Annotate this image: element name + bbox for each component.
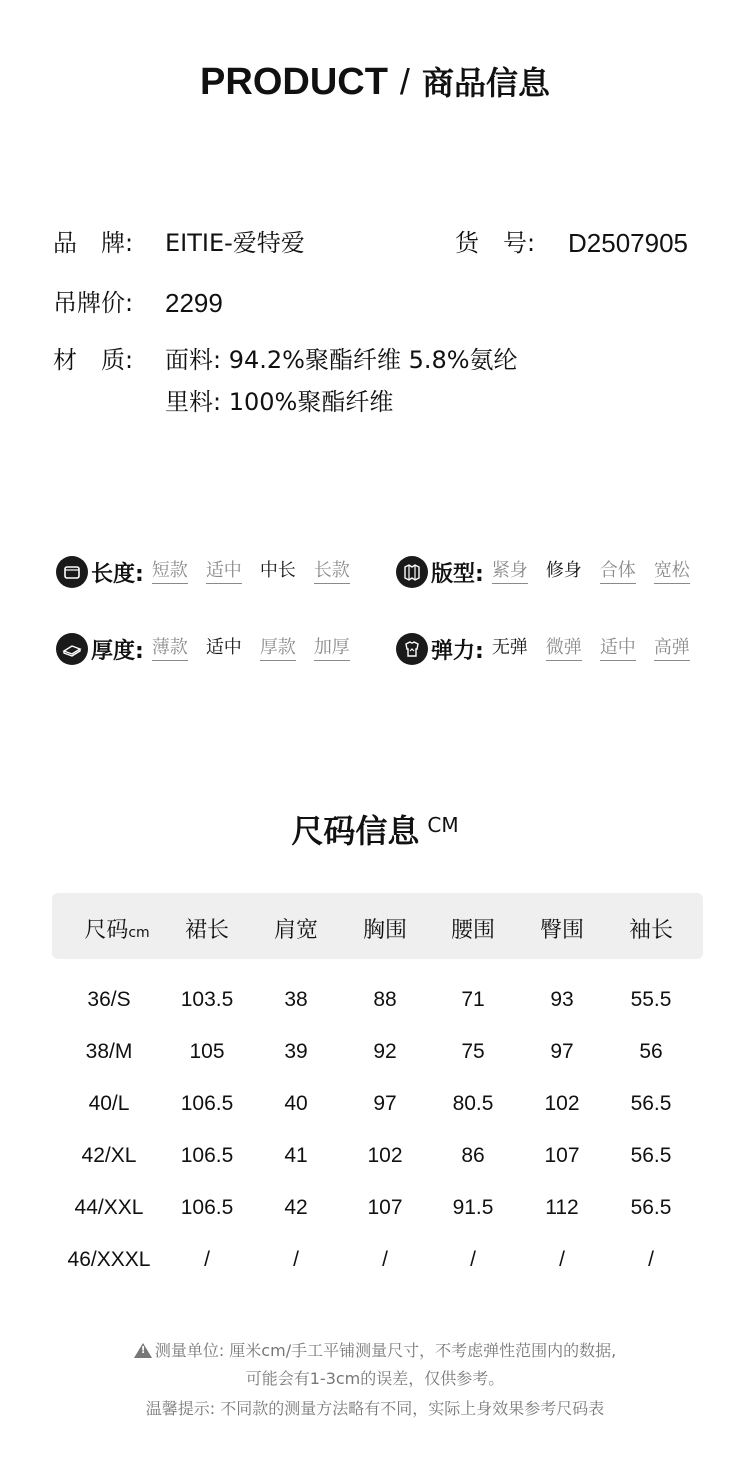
value-cell: 102 [367,1144,403,1167]
value-cell: / [293,1248,299,1271]
attr-fit [396,552,690,592]
brand-row [53,228,305,258]
material-row [53,345,518,416]
value-cell: 56.5 [630,1092,672,1115]
header-cell: 袖长 [628,918,673,943]
value-cell: 55.5 [630,988,672,1011]
value-cell: / [470,1248,476,1271]
note-line-2: 可能会有1-3cm的误差，仅供参考。 [245,1369,505,1388]
value-cell: 106.5 [180,1144,234,1167]
attr-length-label: 长度: [91,561,144,587]
header-size-label: 尺码 [84,918,129,943]
fit-option: 宽松 [654,560,690,584]
header-cell: 腰围 [450,918,495,943]
title-separator: / [399,61,410,102]
value-cell: / [559,1248,565,1271]
note-line-3: 温馨提示: 不同款的测量方法略有不同，实际上身效果参考尺码表 [145,1399,605,1418]
elasticity-icon [396,633,428,665]
value-cell: / [204,1248,210,1271]
value-cell: / [648,1248,654,1271]
value-cell: 42 [284,1196,308,1219]
thickness-option-selected: 适中 [205,637,242,658]
attr-thickness-label: 厚度: [91,638,144,664]
value-cell: 56.5 [630,1144,672,1167]
value-cell: 91.5 [452,1196,494,1219]
attr-elasticity [396,629,690,669]
fit-icon [396,556,428,588]
size-title-unit: CM [427,813,459,837]
value-cell: 103.5 [180,988,234,1011]
value-cell: 97 [373,1092,397,1115]
fit-option: 合体 [600,560,636,584]
value-cell: 86 [461,1144,485,1167]
size-table-header [52,893,703,959]
note-line-1-text: 测量单位: 厘米cm/手工平铺测量尺寸，不考虑弹性范围内的数据, [154,1341,617,1360]
value-cell: 93 [550,988,574,1011]
price-row [53,288,223,318]
material-line-1: 面料: 94.2%聚酯纤维 5.8%氨纶 [165,346,518,374]
size-cell: 44/XXL [74,1196,144,1219]
size-title-text: 尺码信息 [291,812,420,850]
value-cell: 106.5 [180,1196,234,1219]
thickness-option: 薄款 [152,637,188,661]
value-cell: 88 [373,988,397,1011]
header-size [72,913,162,944]
attr-fit-label: 版型: [431,561,484,587]
value-cell: / [382,1248,388,1271]
value-cell: 75 [461,1040,485,1063]
size-cell: 46/XXXL [67,1248,151,1271]
value-cell: 56.5 [630,1196,672,1219]
thickness-icon [56,633,88,665]
warning-icon [134,1343,152,1358]
header-cell: 肩宽 [273,918,318,943]
value-cell: 97 [550,1040,574,1063]
value-cell: 112 [545,1196,579,1219]
value-cell: 38 [284,988,308,1011]
material-label: 材 质: [53,346,134,374]
elasticity-option: 高弹 [654,637,690,661]
elasticity-option: 适中 [600,637,636,661]
fit-option-selected: 修身 [545,560,582,581]
length-icon [56,556,88,588]
brand-value: EITIE-爱特爱 [165,229,305,257]
attr-elasticity-label: 弹力: [431,638,484,664]
header-cell: 胸围 [362,918,407,943]
attr-length [56,552,350,592]
value-cell: 107 [544,1144,580,1167]
price-label: 吊牌价: [53,289,134,317]
length-option-selected: 中长 [259,560,296,581]
title-en: PRODUCT [200,61,388,103]
value-cell: 80.5 [452,1092,494,1115]
size-section-title [0,806,750,852]
elasticity-option: 微弹 [546,637,582,661]
value-cell: 106.5 [180,1092,234,1115]
value-cell: 41 [284,1144,308,1167]
header-cell: 裙长 [184,918,229,943]
title-cn: 商品信息 [421,64,550,102]
fit-option: 紧身 [492,560,528,584]
item-no-label: 货 号: [455,229,536,257]
thickness-option: 厚款 [260,637,296,661]
length-option: 短款 [152,560,188,584]
note-line-1 [0,1338,750,1361]
value-cell: 40 [284,1092,308,1115]
header-cell: 臀围 [539,918,584,943]
value-cell: 56 [639,1040,663,1063]
value-cell: 102 [544,1092,580,1115]
value-cell: 107 [367,1196,403,1219]
thickness-option: 加厚 [314,637,350,661]
material-line-2: 里料: 100%聚酯纤维 [165,388,394,416]
value-cell: 39 [284,1040,308,1063]
brand-label: 品 牌: [53,229,134,257]
length-option: 适中 [206,560,242,584]
header-size-unit: cm [128,925,150,941]
item-no-row [455,228,688,258]
elasticity-option-selected: 无弹 [491,637,528,658]
size-cell: 42/XL [81,1144,137,1167]
value-cell: 71 [461,988,485,1011]
item-no-value: D2507905 [568,228,688,258]
value-cell: 92 [373,1040,397,1063]
size-cell: 40/L [88,1092,130,1115]
size-cell: 38/M [85,1040,133,1063]
price-value: 2299 [165,288,223,318]
page-title [0,58,750,104]
length-option: 长款 [314,560,350,584]
value-cell: 105 [189,1040,225,1063]
attr-thickness [56,629,350,669]
size-cell: 36/S [87,988,131,1011]
